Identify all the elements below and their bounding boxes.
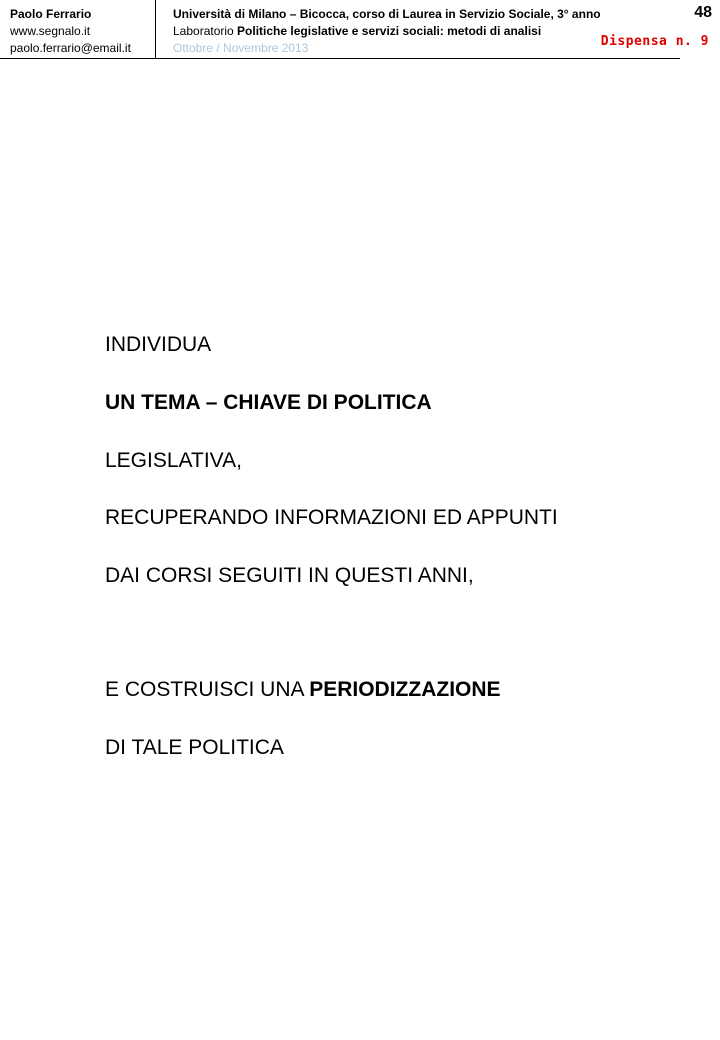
page-number: 48	[694, 4, 712, 21]
header-horizontal-rule	[0, 58, 680, 59]
course-lab-prefix: Laboratorio	[173, 24, 238, 38]
header-vertical-divider	[155, 0, 156, 58]
author-website: www.segnalo.it	[10, 24, 91, 38]
author-name: Paolo Ferrario	[10, 7, 92, 21]
author-block	[10, 6, 155, 57]
text-line-tale-politica: DI TALE POLITICA	[105, 736, 284, 759]
text-line-individua: INDIVIDUA	[105, 333, 212, 356]
course-date-line: Ottobre / Novembre 2013	[173, 41, 309, 55]
course-block	[173, 6, 653, 57]
course-lab-title: Politiche legislative e servizi sociali: metodi di analisi	[237, 24, 542, 38]
course-lab-line	[173, 23, 653, 40]
periodizzazione-word: PERIODIZZAZIONE	[309, 678, 501, 701]
text-line-recuperando: RECUPERANDO INFORMAZIONI ED APPUNTI	[105, 506, 558, 529]
text-line-tema-chiave: UN TEMA – CHIAVE DI POLITICA	[105, 391, 432, 414]
page-header	[0, 0, 720, 60]
text-line-costruisci	[105, 675, 501, 704]
text-line-legislativa: LEGISLATIVA,	[105, 449, 242, 472]
costruisci-prefix: E COSTRUISCI UNA	[105, 678, 310, 701]
text-line-dai-corsi: DAI CORSI SEGUITI IN QUESTI ANNI,	[105, 564, 474, 587]
author-email: paolo.ferrario@email.it	[10, 41, 131, 55]
course-university-line: Università di Milano – Bicocca, corso di Laurea in Servizio Sociale, 3° anno	[173, 7, 601, 21]
dispensa-label: Dispensa n. 9	[600, 34, 709, 49]
